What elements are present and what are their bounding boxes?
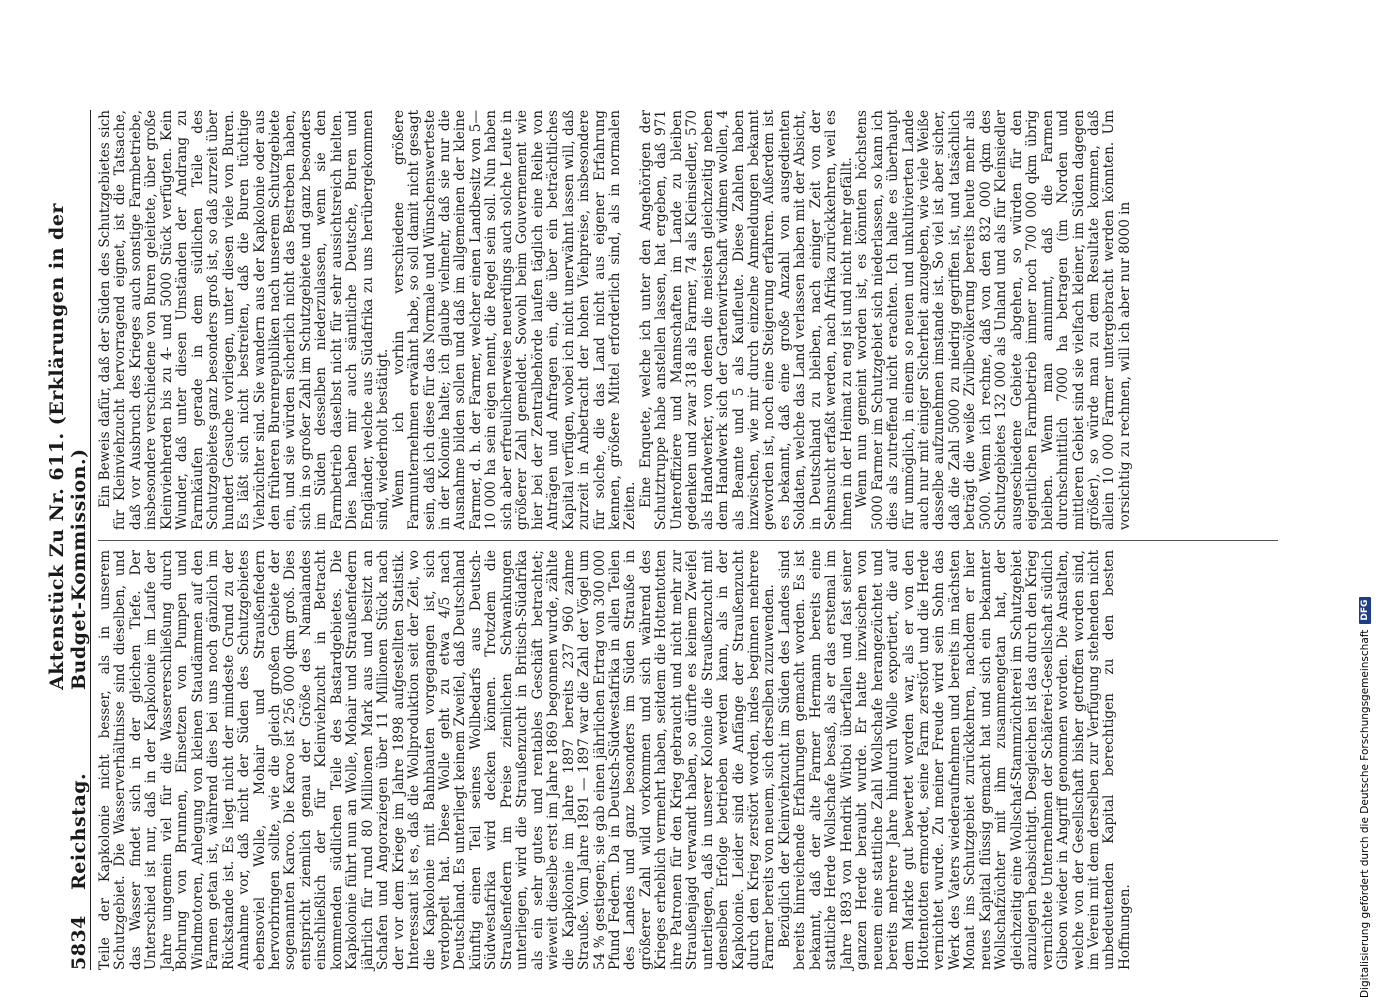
- header-right-title: Aktenstück Zu Nr. 611. (Erklärungen in der Budget-Kommission.): [46, 203, 90, 690]
- paragraph: Eine Enquete, welche ich unter den Angehörigen der Schutztruppe habe anstellen lassen, hat ergeben, daß 971 Unteroffiziere und Mannschaften im Lande zu bleiben gedenken und zwar 318 als Farmer, 74 als Kleinsiedler, 570 als Handwerker, von denen die meisten gleichzeitig neben dem Handwerk sich der Gartenwirtschaft widmen wollen, 4 als Beamte und 5 als Kaufleute. Diese Zahlen haben inzwischen, wie mir durch einzelne Anmeldungen bekannt geworden ist, noch eine Steigerung erfahren. Außerdem ist es bekannt, daß eine große Anzahl von ausgedienten Soldaten, welche das Land verlassen haben mit der Absicht, in Deutschland zu bleiben, nach einiger Zeit von der Sehnsucht erfaßt werden, nach Afrika zurückkehren, weil es ihnen in der Heimat zu eng ist und nicht mehr gefällt.: [637, 110, 855, 530]
- column-divider: [98, 540, 1278, 541]
- paragraph: Wenn ich vorhin verschiedene größere Farmunternehmen erwähnt habe, so soll damit nicht gesagt sein, daß ich diese für das Normale und Wünschenswerteste in der Kolonie halte; ich glaube vielmehr, daß sie nur die Ausnahme bilden sollen und daß im allgemeinen der kleine Farmer, d. h. der Farmer, welcher einen Landbesitz von 5—10 000 ha sein eigen nennt, die Regel sein soll. Nun haben sich aber erfreulicherweise neuerdings auch solche Leute in größerer Zahl gemeldet. Sowohl beim Gouvernement wie hier bei der Zentralbehörde laufen täglich eine Reihe von Anträgen und Anfragen ein, die über ein beträchtliches Kapital verfügen, wobei ich nicht unerwähnt lassen will, daß zurzeit in Anbetracht der hohen Viehpreise, insbesondere für solche, die das Land nicht aus eigener Erfahrung kennen, größere Mittel erforderlich sind, als in normalen Zeiten.: [390, 110, 639, 530]
- paragraph: Bezüglich der Kleinviehzucht im Süden des Landes sind bereits hinreichende Erfahrungen gemacht worden. Es ist bekannt, daß der alte Farmer Hermann bereits eine stattliche Herde Wollschafe besaß, als er das erstemal im Jahre 1893 von Hendrik Witboi überfallen und fast seiner ganzen Herde beraubt wurde. Er hatte inzwischen von neuem eine stattliche Zahl Wollschafe herangezüchtet und bereits mehrere Jahre hindurch Wolle exportiert, die auf dem Markte gut bewertet worden war, als er von den Hottentotten ermordet, seine Farm zerstört und die Herde vernichtet wurde. Zu meiner Freude wird sein Sohn das Werk des Vaters wiederaufnehmen und bereits im nächsten Monat ins Schutzgebiet zurückkehren, nachdem er hier neues Kapital flüssig gemacht hat und sich ein bekannter Wollschafzüchter mit ihm zusammengetan hat, der gleichzeitig eine Wollschaf-Stammzüchterei im Schutzgebiet anzulegen beabsichtigt. Desgleichen ist das durch den Krieg vernichtete Unternehmen der Schäferei-Gesellschaft südlich Gibeon wieder in Angriff genommen worden. Die Anstalten, welche von der Gesellschaft bisher getroffen worden sind, im Verein mit dem derselben zur Verfügung stehenden nicht unbedeutenden Kapital berechtigen zu den besten Hoffnungen.: [776, 550, 1133, 970]
- right-column: [98, 110, 1133, 530]
- header-left-title: Reichstag.: [68, 772, 90, 890]
- paragraph: Wenn nun gemeint worden ist, es könnten höchstens 5000 Farmer im Schutzgebiet sich niederlassen, so kann ich dies als zutreffend nicht erachten. Ich halte es überhaupt für unmöglich, in einem so neuen und unkultivierten Lande auch nur mit einiger Sicherheit anzugeben, wie viele Weiße dasselbe aufzunehmen imstande ist. So viel ist aber sicher, daß die Zahl 5000 zu niedrig gegriffen ist, und tatsächlich beträgt die weiße Zivilbevölkerung bereits heute mehr als 5000. Wenn ich rechne, daß von den 832 000 qkm des Schutzgebietes 132 000 als Unland und als für Kleinsiedler ausgeschiedene Gebiete abgehen, so würden für den eigentlichen Farmbetrieb immer noch 700 000 qkm übrig bleiben. Wenn man annimmt, daß die Farmen durchschnittlich 7000 ha betragen (im Norden und mittleren Gebiet sind sie vielfach kleiner, im Süden dagegen größer), so würde man zu dem Resultate kommen, daß allein 10 000 Farmer untergebracht werden könnten. Um vorsichtig zu rechnen, will ich aber nur 8000 in: [854, 110, 1133, 530]
- left-column: [98, 550, 1133, 970]
- paragraph: Ein Beweis dafür, daß der Süden des Schutzgebietes sich für Kleinviehzucht hervorragend eignet, ist die Tatsache, daß vor Ausbruch des Krieges auch sonstige Farmbetriebe, insbesondere verschiedene von Buren geleitete, über große Kleinviehherden bis zu 4- und 5000 Stück verfügten. Kein Wunder, daß unter diesen Umständen der Andrang zu Farmkäufen gerade in dem südlichen Teile des Schutzgebietes ganz besonders groß ist, so daß zurzeit über hundert Gesuche vorliegen, unter diesen viele von Buren. Es läßt sich nicht bestreiten, daß die Buren tüchtige Viehzüchter sind. Sie wandern aus der Kapkolonie oder aus den früheren Burenrepubliken nach unserem Schutzgebiete ein, und sie würden sicherlich nicht das Bestreben haben, sich in so großer Zahl im Schutzgebiete und ganz besonders im Süden desselben niederzulassen, wenn sie den Farmbetrieb daselbst nicht für sehr aussichtsreich hielten. Dies haben mir auch sämtliche Deutsche, Buren und Engländer, welche aus Südafrika zu uns herübergekommen sind, wiederholt bestätigt.: [97, 110, 392, 530]
- page-number: 5834: [68, 915, 90, 970]
- document-page: [40, 80, 1300, 1000]
- credit-text: Digitalisierung gefördert durch die Deutsche Forschungsgemeinschaft: [1359, 629, 1371, 998]
- dfg-logo-icon: DFG: [1359, 597, 1371, 624]
- paragraph: Teile der Kapkolonie nicht besser, als in unserem Schutzgebiet. Die Wasserverhältnisse sind dieselben, und das Wasser findet sich in der gleichen Tiefe. Der Unterschied ist nur, daß in der Kapkolonie im Laufe der Jahre ungemein viel für die Wassererschließung durch Bohrung von Brunnen, Einsetzen von Pumpen und Windmotoren, Anlegung von kleinen Staudämmen auf den Farmen getan ist, während dies bei uns noch gänzlich im Rückstande ist. Es liegt nicht der mindeste Grund zu der Annahme vor, daß nicht der Süden des Schutzgebietes ebensoviel Wolle, Mohair und Straußenfedern hervorbringen sollte, wie die gleich großen Gebiete der sogenannten Karoo. Die Karoo ist 256 000 qkm groß. Dies entspricht ziemlich genau der Größe des Namalandes einschließlich der für Kleinviehzucht in Betracht kommenden südlichen Teile des Bastardgebietes. Die Kapkolonie führt nun an Wolle, Mohair und Straußenfedern jährlich für rund 80 Millionen Mark aus und besitzt an Schafen und Angoraziegen über 11 Millionen Stück nach der vor dem Kriege im Jahre 1898 aufgestellten Statistik. Interessant ist es, daß die Wollproduktion seit der Zeit, wo die Kapkolonie mit Bahnbauten vorgegangen ist, sich verdoppelt hat. Diese Wolle geht zu etwa 4/5 nach Deutschland. Es unterliegt keinem Zweifel, daß Deutschland künftig einen Teil seines Wollbedarfs aus Deutsch-Südwestafrika wird decken können. Trotzdem die Straußenfedern im Preise ziemlichen Schwankungen unterliegen, wird die Straußenzucht in Britisch-Südafrika als ein sehr gutes und rentables Geschäft betrachtet; wieweit dieselbe erst im Jahre 1869 begonnen wurde, zählte die Kapkolonie im Jahre 1897 bereits 237 960 zahme Strauße. Vom Jahre 1891 — 1897 war die Zahl der Vögel um 54 % gestiegen; sie gab einen jährlichen Ertrag von 300 000 Pfund Federn. Da in Deutsch-Südwestafrika in allen Teilen des Landes und ganz besonders im Süden Strauße in größerer Zahl wild vorkommen und sich während des Krieges erheblich vermehrt haben, seitdem die Hottentotten ihre Patronen für den Krieg gebraucht und nicht mehr zur Straußenjagd verwandt haben, so dürfte es keinem Zweifel unterliegen, daß in unserer Kolonie die Straußenzucht mit denselben Erfolge betrieben werden kann, als in der Kapkolonie. Leider sind die Anfänge der Straußenzucht durch den Krieg zerstört worden, indes beginnen mehrere Farmer bereits von neuem, sich derselben zuzuwenden.: [97, 550, 778, 970]
- page-header: [46, 110, 91, 970]
- digitization-credit: [1359, 558, 1371, 998]
